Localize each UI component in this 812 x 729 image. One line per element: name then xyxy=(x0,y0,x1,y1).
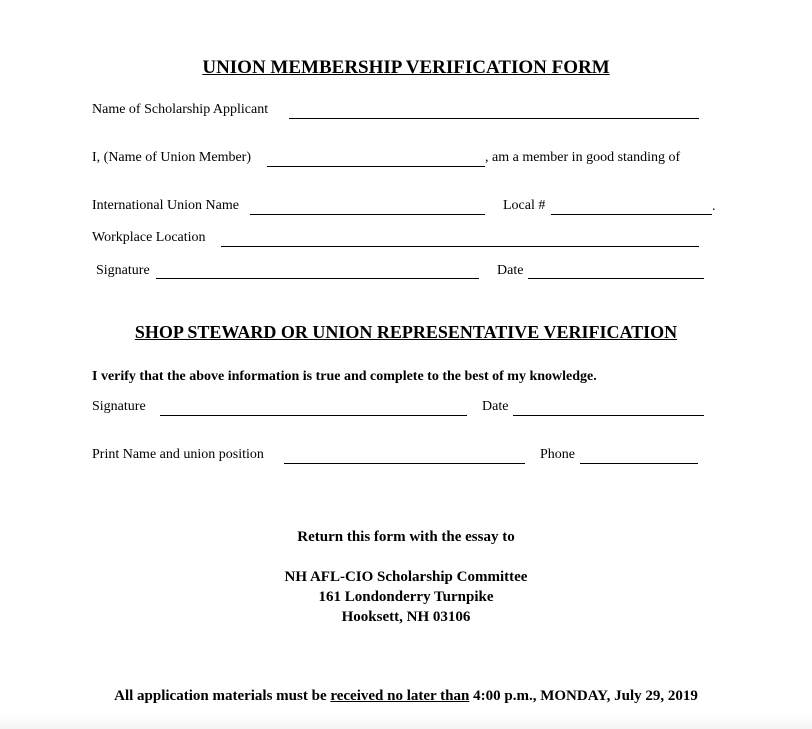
return-city: Hooksett, NH 03106 xyxy=(341,609,471,625)
applicant-name-field[interactable] xyxy=(289,118,699,119)
member-date-field[interactable] xyxy=(528,278,704,279)
intl-union-label: International Union Name xyxy=(92,198,239,213)
member-signature-field[interactable] xyxy=(156,278,479,279)
local-trailing-mark: . xyxy=(712,199,716,214)
deadline-notice xyxy=(0,686,812,706)
member-label: I, (Name of Union Member) xyxy=(92,150,252,165)
phone-label: Phone xyxy=(540,447,575,462)
return-instruction: Return this form with the essay to xyxy=(297,529,515,545)
local-number-field[interactable] xyxy=(551,214,712,215)
steward-date-label: Date xyxy=(482,399,509,414)
form-title: UNION MEMBERSHIP VERIFICATION FORM xyxy=(202,57,610,78)
intl-union-field[interactable] xyxy=(250,214,485,215)
phone-field[interactable] xyxy=(580,463,698,464)
workplace-field[interactable] xyxy=(221,246,699,247)
applicant-label: Name of Scholarship Applicant xyxy=(92,102,269,117)
return-street: 161 Londonderry Turnpike xyxy=(318,589,494,605)
workplace-label: Workplace Location xyxy=(92,230,206,245)
member-name-field[interactable] xyxy=(267,166,485,167)
local-label: Local # xyxy=(503,198,546,213)
steward-signature-label: Signature xyxy=(92,399,146,414)
verification-statement: I verify that the above information is true and complete to the best of my knowledge. xyxy=(92,369,597,384)
deadline-suffix: 4:00 p.m., MONDAY, July 29, 2019 xyxy=(469,688,698,704)
member-date-label: Date xyxy=(497,263,524,278)
steward-section-title: SHOP STEWARD OR UNION REPRESENTATIVE VERIFICATION xyxy=(134,322,678,342)
member-standing-text: , am a member in good standing of xyxy=(485,150,681,165)
print-name-field[interactable] xyxy=(284,463,525,464)
steward-signature-field[interactable] xyxy=(160,415,467,416)
deadline-prefix: All application materials must be xyxy=(114,688,331,704)
print-name-label: Print Name and union position xyxy=(92,447,264,462)
page-bottom-edge xyxy=(0,715,812,729)
steward-date-field[interactable] xyxy=(513,415,704,416)
member-signature-label: Signature xyxy=(96,263,150,278)
return-org: NH AFL-CIO Scholarship Committee xyxy=(284,569,528,585)
deadline-underlined: received no later than xyxy=(330,688,470,704)
